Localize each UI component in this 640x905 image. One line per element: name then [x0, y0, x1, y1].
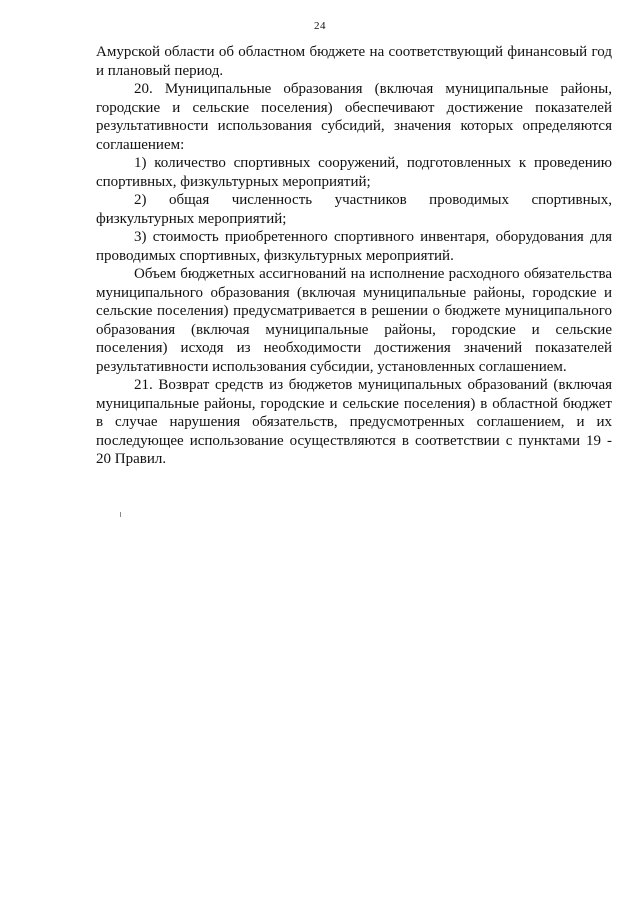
- paragraph-item-20-1: 1) количество спортивных сооружений, подготовленных к проведению спортивных, физкультурных мероприятий;: [96, 155, 612, 190]
- paragraph-continuation: Амурской области об областном бюджете на соответствующий финансовый год и плановый период.: [96, 44, 612, 79]
- paragraph-item-20-2: 2) общая численность участников проводимых спортивных, физкультурных мероприятий;: [96, 192, 612, 227]
- document-body: [96, 43, 612, 469]
- page-number: 24: [314, 20, 326, 32]
- paragraph-item-21: 21. Возврат средств из бюджетов муниципальных образований (включая муниципальные районы, городские и сельские поселения) в областной бюджет в случае нарушения обязательств, предусмотренных соглашением, и их последующее использование осуществляются в соответствии с пунктами 19 - 20 Правил.: [96, 377, 612, 467]
- paragraph-item-20-3: 3) стоимость приобретенного спортивного инвентаря, оборудования для проводимых спортивных, физкультурных мероприятий.: [96, 229, 612, 264]
- scan-artifact: [120, 512, 121, 517]
- paragraph-budget-volume: Объем бюджетных ассигнований на исполнение расходного обязательства муниципального образования (включая муниципальные районы, городские и сельские поселения) предусматривается в решении о бюджете муниципального образования (включая муниципальные районы, городские и сельские поселения) исходя из необходимости достижения значений показателей результативности использования субсидии, установленных соглашением.: [96, 266, 612, 375]
- paragraph-item-20: 20. Муниципальные образования (включая муниципальные районы, городские и сельские поселения) обеспечивают достижение показателей результативности использования субсидий, значения которых определяются соглашением:: [96, 81, 612, 153]
